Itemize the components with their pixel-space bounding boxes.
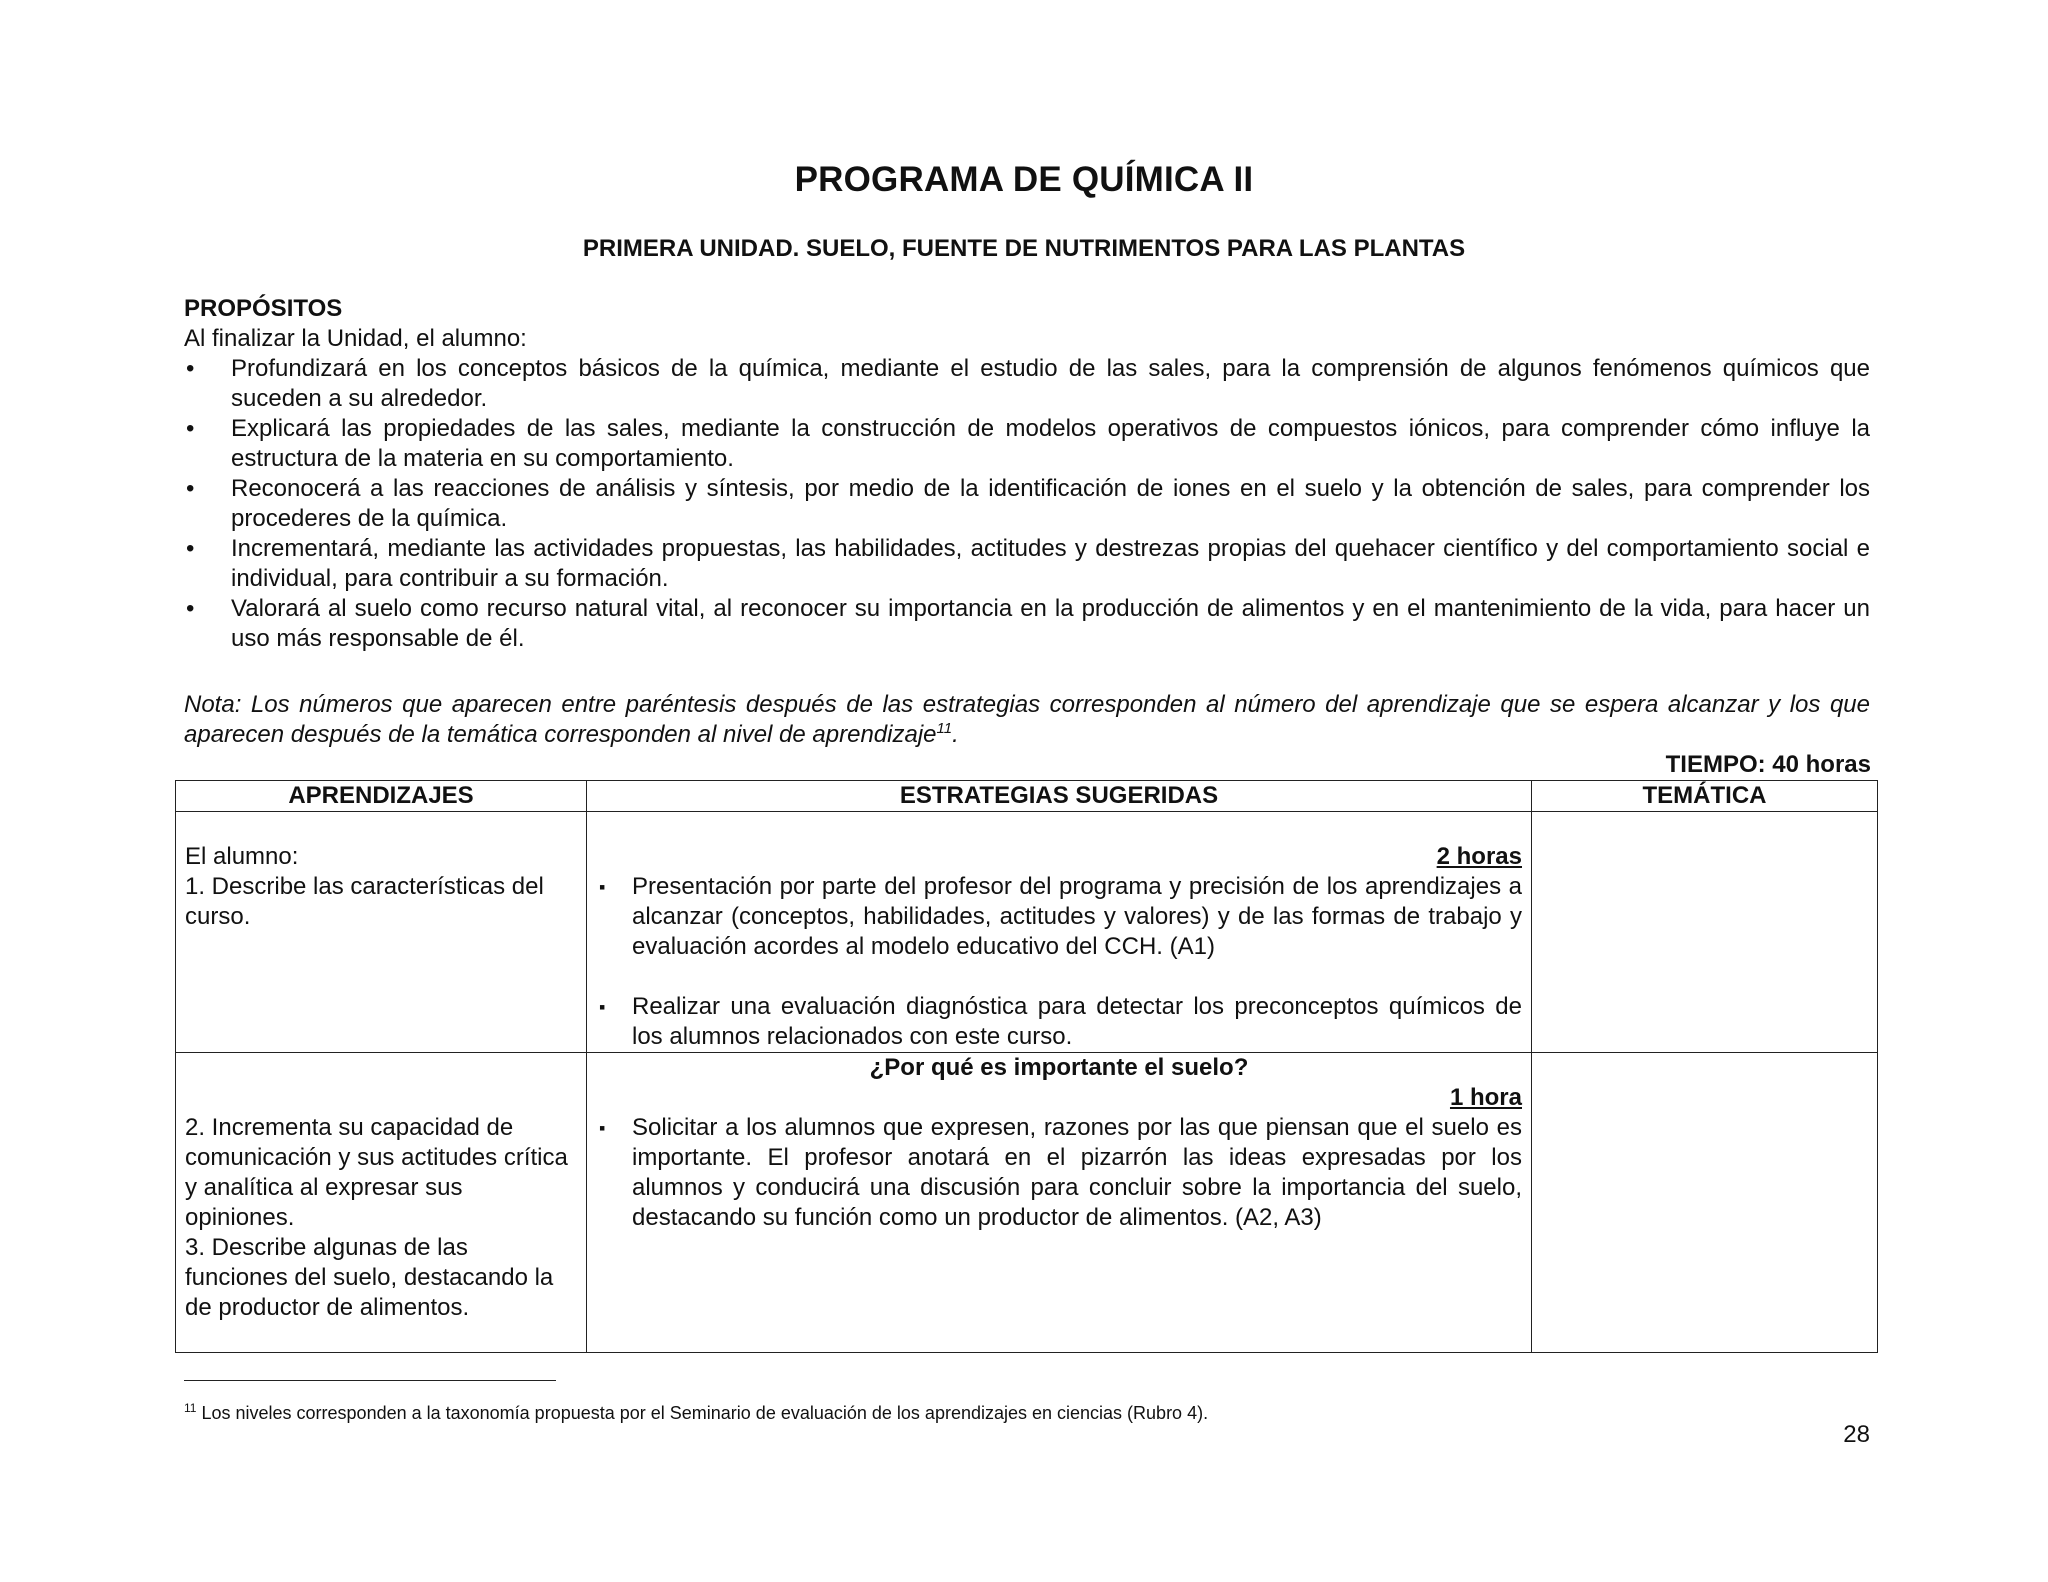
purpose-text: Valorará al suelo como recurso natural vital, al reconocer su importancia en la producción de alimentos y en el mantenimiento de la vida, para hacer un uso más responsable de él. (231, 595, 1870, 652)
aprendizajes-cell (176, 812, 587, 1053)
purpose-item (184, 534, 1870, 594)
purpose-item (184, 474, 1870, 534)
purposes-heading: PROPÓSITOS (184, 295, 343, 322)
header-tematica: TEMÁTICA (1532, 781, 1878, 812)
purpose-item (184, 354, 1870, 414)
purposes-list (184, 354, 1870, 654)
header-aprendizajes: APRENDIZAJES (176, 781, 587, 812)
bullet-icon: • (186, 475, 195, 502)
bullet-icon: • (186, 595, 195, 622)
purpose-text: Profundizará en los conceptos básicos de la química, mediante el estudio de las sales, para la comprensión de algunos fenómenos químicos que suceden a su alrededor. (231, 355, 1870, 412)
page-title: PROGRAMA DE QUÍMICA II (794, 160, 1254, 199)
square-bullet-icon: ▪ (599, 1118, 606, 1138)
aprendizaje-item: 2. Incrementa su capacidad de comunicación y sus actitudes crítica y analítica al expresar sus opiniones. (185, 1114, 568, 1231)
footnote-divider (184, 1380, 556, 1381)
table-row (176, 812, 1878, 1053)
note-text: Nota: Los números que aparecen entre paréntesis después de las estrategias corresponden al número del aprendizaje que se espera alcanzar y los que aparecen después de la temática corresponden al nivel de aprendizaje (184, 691, 1870, 748)
table-header-row (176, 781, 1878, 812)
estrategias-cell (587, 1053, 1532, 1353)
aprendizajes-cell (176, 1053, 587, 1353)
footnote-number: 11 (184, 1401, 197, 1415)
unit-title: PRIMERA UNIDAD. SUELO, FUENTE DE NUTRIMENTOS PARA LAS PLANTAS (582, 235, 1466, 262)
purpose-item (184, 414, 1870, 474)
footnote-text: Los niveles corresponden a la taxonomía propuesta por el Seminario de evaluación de los aprendizajes en ciencias (Rubro 4). (201, 1403, 1209, 1423)
purposes-intro: Al finalizar la Unidad, el alumno: (184, 325, 527, 352)
aprendizaje-item: 1. Describe las características del curso. (185, 873, 544, 930)
hours-label: 1 hora (1449, 1084, 1522, 1111)
aprendizajes-intro: El alumno: (185, 843, 299, 870)
footnote-reference[interactable]: 11 (936, 720, 953, 737)
page-number: 28 (1843, 1421, 1870, 1448)
tematica-cell (1532, 1053, 1878, 1353)
bullet-icon: • (186, 355, 195, 382)
header-estrategias: ESTRATEGIAS SUGERIDAS (587, 781, 1532, 812)
purpose-item (184, 594, 1870, 654)
section-question: ¿Por qué es importante el suelo? (869, 1054, 1249, 1081)
purpose-text: Reconocerá a las reacciones de análisis y síntesis, por medio de la identificación de iones en el suelo y la obtención de sales, para comprender los procederes de la química. (231, 475, 1870, 532)
strategy-item (587, 872, 1531, 962)
tematica-cell (1532, 812, 1878, 1053)
program-table (175, 780, 1878, 1353)
table-row (176, 1053, 1878, 1353)
strategy-item (587, 992, 1531, 1052)
strategy-list (587, 1113, 1531, 1233)
hours-label: 2 horas (1436, 843, 1522, 870)
footnote (184, 1397, 1208, 1424)
time-label: TIEMPO: 40 horas (1665, 751, 1871, 778)
strategy-text: Realizar una evaluación diagnóstica para detectar los preconceptos químicos de los alumnos relacionados con este curso. (632, 993, 1522, 1050)
estrategias-cell (587, 812, 1532, 1053)
strategy-item (587, 1113, 1531, 1233)
square-bullet-icon: ▪ (599, 997, 606, 1017)
strategy-list (587, 872, 1531, 1052)
note-end: . (952, 721, 959, 748)
square-bullet-icon: ▪ (599, 877, 606, 897)
bullet-icon: • (186, 535, 195, 562)
strategy-text: Solicitar a los alumnos que expresen, razones por las que piensan que el suelo es importante. El profesor anotará en el pizarrón las ideas expresadas por los alumnos y conducirá una discusión para concluir sobre la importancia del suelo, destacando su función como un productor de alimentos. (A2, A3) (632, 1114, 1522, 1231)
strategy-text: Presentación por parte del profesor del programa y precisión de los aprendizajes a alcanzar (conceptos, habilidades, actitudes y valores) y de las formas de trabajo y evaluación acordes al modelo educativo del CCH. (A1) (632, 873, 1522, 960)
aprendizaje-item: 3. Describe algunas de las funciones del suelo, destacando la de productor de alimentos. (185, 1234, 554, 1321)
purpose-text: Explicará las propiedades de las sales, mediante la construcción de modelos operativos de compuestos iónicos, para comprender cómo influye la estructura de la materia en su comportamiento. (231, 415, 1870, 472)
bullet-icon: • (186, 415, 195, 442)
purpose-text: Incrementará, mediante las actividades propuestas, las habilidades, actitudes y destrezas propias del quehacer científico y del comportamiento social e individual, para contribuir a su formación. (231, 535, 1870, 592)
note-paragraph (184, 690, 1870, 750)
